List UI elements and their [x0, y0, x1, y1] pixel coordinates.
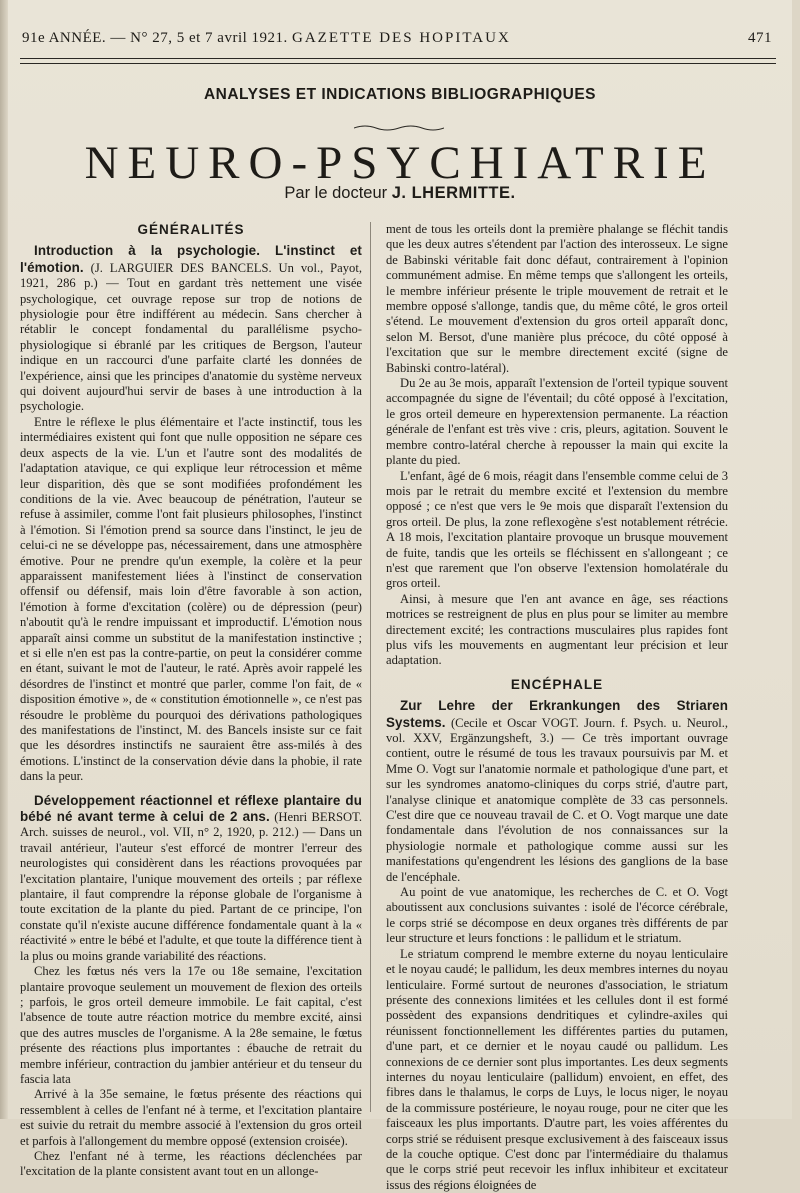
- byline-author: J. LHERMITTE.: [391, 184, 516, 202]
- header-rule-bottom: [20, 63, 776, 64]
- article-paragraph: Au point de vue anatomique, les recherches de C. et O. Vogt aboutissent aux conclusions suivantes : isolé de l'écorce cérébrale, le corps strié se décompose en deux organes très différents de par leur structure et leurs fonctions : le pallidum et le striatum.: [386, 885, 728, 946]
- journal-name: GAZETTE DES HOPITAUX: [292, 30, 511, 46]
- ornament-rule: [354, 124, 444, 132]
- newspaper-page: [8, 0, 792, 1192]
- page-number: 471: [748, 30, 772, 46]
- article-intro: [386, 698, 728, 885]
- page-title: NEURO-PSYCHIATRIE: [84, 137, 716, 189]
- byline-prefix: Par le docteur: [284, 184, 388, 202]
- byline: [8, 184, 792, 203]
- header-rule-top: [20, 58, 776, 59]
- article-intro: [20, 243, 362, 414]
- article-paragraph: — Dans un travail antérieur, l'auteur s'est efforcé de montrer l'erreur des neurologistes qui considèrent dans les réactions provoquées par l'excitation plantaire, l'unique mouvement des orteils ; par réflexe plantaire, il faut comprendre la réponse globale de l'organisme à toute excitation de la plante du pied. Partant de ce principe, l'on constate qu'il n'existe aucune différence fondamentale quant à la « réactivité » entre le bébé et l'adulte, et que toute la différence tient à la plus ou moins grande variabilité des réactions.: [20, 825, 362, 963]
- article-paragraph: Ainsi, à mesure que l'en ant avance en âge, ses réactions motrices se restreignent de plus en plus pour se limiter au membre directement excité; les contractions musculaires plus rapides font plus vifs les mouvements en augmentant leur précision et leur adaptation.: [386, 591, 728, 668]
- column-divider: [370, 222, 371, 1112]
- article-paragraph: — Tout en gardant très nettement une visée psychologique, cet ouvrage repose sur trop de notions de physiologie pour être indifférent au médecin. Sans chercher à rétablir le concept fondamental du parallélisme psycho-physiologique si ébranlé par les critiques de Bergson, l'auteur indique en un raccourci d'une parfaite clarté les données de l'expérience, ainsi que les principes d'anatomie du système nerveux qui doivent aujourd'hui servir de bases à une introduction à la psychologie.: [20, 276, 362, 414]
- article-reference: (Cecile et Oscar VOGT. Journ. f. Psych. u. Neurol., vol. XXV, Ergänzungsheft, 3.): [386, 715, 728, 745]
- article-title: Introduction à la psychologie. L'instinct et l'émotion.: [20, 243, 362, 275]
- article-paragraph: — Ce très important ouvrage contient, outre le résumé de tous les travaux poursuivis par M. et Mme O. Vogt sur l'anatomie normale et pathologique d'une part, et sur les syndromes anatomo-cliniques du corps strié, d'autre part, l'analyse clinique et anatomique complète de 33 cas personnels. C'est dire que ce nouveau travail de C. et O. Vogt marque une date fondamentale dans l'évolution de nos connaissances sur la physiologie normale et pathologique comme aussi sur les manifestations qu'engendrent les lésions des ganglions de la base de l'encéphale.: [386, 731, 729, 884]
- article-paragraph: Arrivé à la 35e semaine, le fœtus présente des réactions qui ressemblent à celles de l'enfant né à terme, et l'excitation plantaire est suivie du retrait du membre associé à l'extension du gros orteil et parfois à l'allongement du membre opposé (extension croisée).: [20, 1087, 362, 1148]
- article-paragraph: Le striatum comprend le membre externe du noyau lenticulaire et le noyau caudé; le pallidum, les deux membres internes du noyau lenticulaire. Formé surtout de neurones d'association, le striatum présente des connexions limitées et les cellules dont il est formé possèdent des expansions dendritiques et cylindre-axiles qui réunissent fonctionnellement les différentes parties du putamen, d'une part, et ce dernier et le noyau caudé ou pallidum. Les connexions de ce dernier sont plus importantes. Les deux segments internes du noyau lenticulaire (pallidum) envoient, en effet, des fibres dans le thalamus, le corps de Luys, le locus niger, le noyau de la commissure postérieure, le noyau rouge, pour ne citer que les faisceaux les plus importants. D'autre part, les voies afférentes du corps strié se réduisent presque exclusivement à des faisceaux issus de la couche optique. C'est donc par l'intermédiaire du thalamus que le corps strié peut recevoir les influx inhibiteur et excitateur issus des régions éloignées de: [386, 946, 728, 1192]
- article-paragraph: Du 2e au 3e mois, apparaît l'extension de l'orteil typique souvent accompagnée du signe de l'éventail; du côté opposé à l'excitation, le gros orteil demeure en hyperextension permanente. La réaction générale de l'enfant est très vive : cris, pleurs, agitation. Souvent le membre contro-latéral cherche à repousser la main qui excite la plante du pied.: [386, 376, 728, 468]
- article-paragraph: Chez les fœtus nés vers la 17e ou 18e semaine, l'excitation plantaire provoque seulement un mouvement de flexion des orteils ; parfois, le gros orteil demeure immobile. Le fait capital, c'est l'absence de toute autre réaction motrice du membre excité, ainsi que des autres muscles de l'organisme. A la 28e semaine, le fœtus présente des réactions plus importantes : ébauche de retrait du membre inférieur, contraction du jambier antérieur et du tenseur du fascia lata: [20, 964, 362, 1086]
- article-reference: (J. LARGUIER DES BANCELS. Un vol., Payot, 1921, 286 p.): [20, 260, 362, 291]
- subsection-heading-encephale: ENCÉPHALE: [510, 676, 604, 692]
- article-intro: [20, 793, 362, 964]
- article-paragraph: Chez l'enfant né à terme, les réactions déclenchées par l'excitation de la plante consistent avant tout en un allonge-: [20, 1148, 362, 1179]
- left-column: [20, 222, 362, 1180]
- issue-info: 91e ANNÉE. — N° 27, 5 et 7 avril 1921.: [22, 30, 288, 46]
- subsection-heading-generalites: GÉNÉRALITÉS: [137, 222, 245, 237]
- article-paragraph: L'enfant, âgé de 6 mois, réagit dans l'ensemble comme celui de 3 mois par le retrait du membre excité et l'extension du membre opposé ; ce n'est que vers le 9e mois que disparaît l'extension du gros orteil. De plus, la zone reflexogène s'est notablement rétrécie. A 18 mois, l'excitation plantaire provoque un brusque mouvement de fuite, tandis que les orteils se fléchissent en s'allongeant ; ce n'est que rarement que l'on observe l'extension homolatérale du gros orteil.: [386, 468, 728, 591]
- article-paragraph: Entre le réflexe le plus élémentaire et l'acte instinctif, tous les intermédiaires existent qui font que nulle opposition ne sépare ces deux aspects de la vie. L'un et l'autre sont des modalités de l'adaptation atavique, ce qui explique leur rétrocession et même leur disparition, dès que se sont modifiées profondément les conditions de la vie. Avec beaucoup de pénétration, l'auteur se refuse à assimiler, comme l'ont fait plusieurs philosophes, l'instinct à l'émotion. Si l'émotion prend sa source dans l'instinct, le jeu de celui-ci ne se développe pas, nécessairement, dans une atmosphère émotive. Pour ne prendre qu'un exemple, la colère et la peur apparaissent manifestement liées à l'instinct de conservation offensif ou défensif, mais loin d'être favorable à son action, l'émotion à forme d'excitation (colère) ou de dépression (peur) n'aboutit qu'à le rendre impuissant et improductif. L'émotion nous apparaît ainsi comme un substitut de la manifestation instinctive ; et si elle n'en est pas la contre-partie, on peut la considérer comme en étant, suivant le mot de l'auteur, le raté. Après avoir rappelé les désordres de l'instinct et montré que parler, comme l'on fait, de « disposition émotive », de « constitution émotionnelle », ce n'est pas résoudre le problème du pourquoi des dérivations pathologiques des manifestations de l'instinct, M. des Bancels insiste sur ce fait que les désordres instinctifs ne sauraient être ass-milés à des émotions. L'instinct de la conservation dévie dans la phobie, il rate dans la peur.: [20, 414, 362, 784]
- section-heading: ANALYSES ET INDICATIONS BIBLIOGRAPHIQUES: [203, 86, 597, 103]
- right-column: [386, 222, 728, 1193]
- scan-edge-shadow: [0, 0, 8, 1119]
- article-title: Zur Lehre der Erkrankungen des Striaren Systems.: [386, 698, 728, 730]
- article-paragraph: ment de tous les orteils dont la première phalange se fléchit tandis que les deux autres s'étendent par l'action des interosseux. Le signe de Babinski véritable fait donc défaut, contrairement à l'opinion communément admise. En même temps que s'allongent les orteils, le membre inférieur présente le triple mouvement de retrait et le membre opposé s'allonge, tandis que, du même côté, le gros orteil s'étend. Le mouvement d'extension du gros orteil apparaît donc, selon M. Bersot, d'une manière plus précoce, du côté opposé à l'excitation que sur le membre directement excité (signe de Babinski contro-latéral).: [386, 222, 728, 375]
- article-reference: (Henri BERSOT. Arch. suisses de neurol., vol. VII, n° 2, 1920, p. 212.): [20, 810, 363, 840]
- article-title: Développement réactionnel et réflexe plantaire du bébé né avant terme à celui de 2 ans.: [20, 792, 362, 825]
- running-head: [22, 30, 772, 50]
